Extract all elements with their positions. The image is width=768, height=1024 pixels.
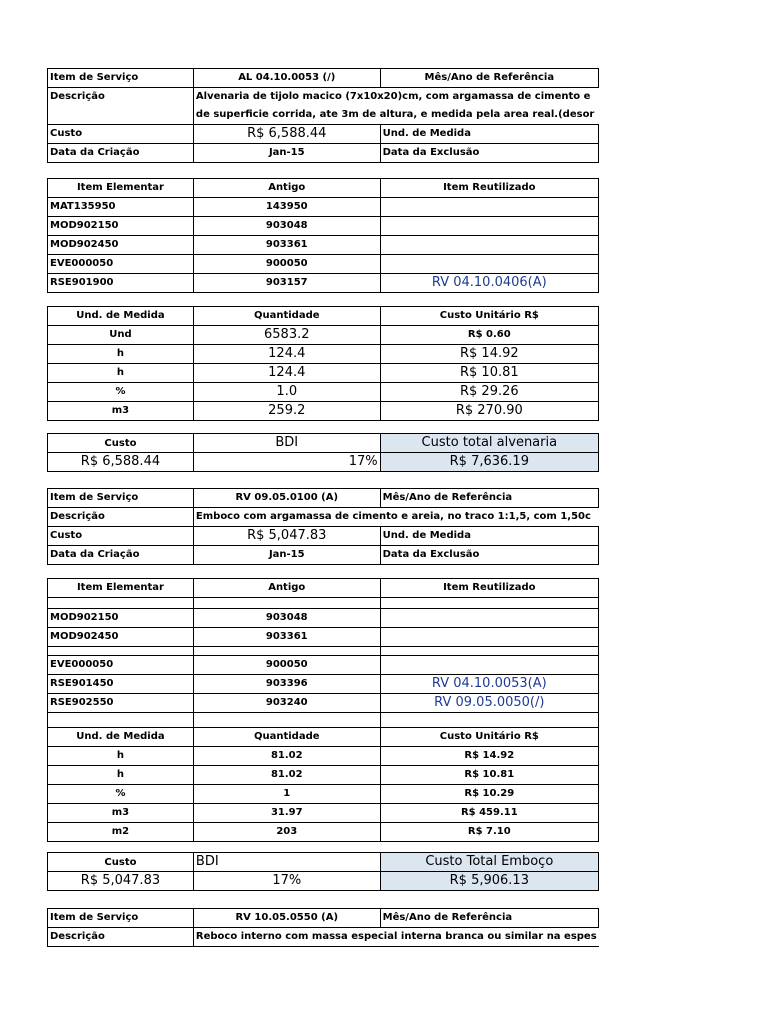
item-code: EVE000050	[48, 255, 194, 274]
table-row	[48, 675, 599, 694]
service-item-code: RV 09.05.0100 (A)	[193, 489, 380, 508]
item-header: Item Elementar	[48, 179, 194, 198]
old-header: Antigo	[193, 179, 380, 198]
reference-month-label: Mês/Ano de Referência	[380, 69, 598, 88]
table-row	[48, 785, 599, 804]
table-row	[48, 217, 599, 236]
description-label: Descrição	[48, 928, 194, 947]
old-code: 903361	[193, 236, 380, 255]
unit-cell: h	[48, 766, 194, 785]
unit-cost-header: Custo Unitário R$	[380, 307, 598, 326]
unit-cost-header: Custo Unitário R$	[380, 728, 598, 747]
quantity-cell: 203	[193, 823, 380, 842]
table-row	[48, 766, 599, 785]
service-item-code: AL 04.10.0053 (/)	[193, 69, 380, 88]
old-code: 903048	[193, 217, 380, 236]
reused-item	[380, 217, 598, 236]
item-code: MOD902450	[48, 628, 194, 647]
old-code: 903240	[193, 694, 380, 713]
old-code: 903361	[193, 628, 380, 647]
reused-item	[380, 609, 598, 628]
summary-cost-value: R$ 6,588.44	[48, 453, 194, 472]
quantity-cell: 259.2	[193, 402, 380, 421]
quantity-cell: 1.0	[193, 383, 380, 402]
unit-cost-cell: R$ 0.60	[380, 326, 598, 345]
reference-month-label: Mês/Ano de Referência	[380, 489, 598, 508]
bdi-value: 17%	[193, 453, 380, 472]
unit-label: Und. de Medida	[380, 527, 598, 546]
quantity-cell: 31.97	[193, 804, 380, 823]
unit-cost-cell: R$ 14.92	[380, 345, 598, 364]
service-info-table-3	[47, 908, 599, 947]
unit-cell: %	[48, 383, 194, 402]
total-cost-label: Custo Total Emboço	[380, 853, 598, 872]
reused-header: Item Reutilizado	[380, 179, 598, 198]
unit-label: Und. de Medida	[380, 125, 598, 144]
table-row	[48, 823, 599, 842]
summary-cost-label: Custo	[48, 853, 194, 872]
service-item-label: Item de Serviço	[48, 909, 194, 928]
old-code: 903048	[193, 609, 380, 628]
old-code: 903157	[193, 274, 380, 293]
quantity-header: Quantidade	[193, 728, 380, 747]
unit-cell: h	[48, 364, 194, 383]
old-code: 903396	[193, 675, 380, 694]
table-row	[48, 198, 599, 217]
table-row	[48, 747, 599, 766]
unit-cell: h	[48, 345, 194, 364]
table-row	[48, 383, 599, 402]
description-label: Descrição	[48, 508, 194, 527]
item-code: MOD902150	[48, 609, 194, 628]
table-row	[48, 326, 599, 345]
quantity-cell: 81.02	[193, 747, 380, 766]
unit-header: Und. de Medida	[48, 728, 194, 747]
item-code: MOD902450	[48, 236, 194, 255]
service-item-code: RV 10.05.0550 (A)	[193, 909, 380, 928]
elementary-items-table-2	[47, 578, 599, 842]
reused-item	[380, 628, 598, 647]
quantities-table-1	[47, 306, 599, 421]
unit-cell: m3	[48, 402, 194, 421]
quantity-cell: 6583.2	[193, 326, 380, 345]
reused-header: Item Reutilizado	[380, 579, 598, 598]
unit-cell: %	[48, 785, 194, 804]
unit-cell: m2	[48, 823, 194, 842]
service-info-table-1	[47, 68, 599, 163]
item-code: MOD902150	[48, 217, 194, 236]
unit-cell: h	[48, 747, 194, 766]
reused-item	[380, 198, 598, 217]
cost-value: R$ 6,588.44	[193, 125, 380, 144]
service-item-label: Item de Serviço	[48, 69, 194, 88]
reused-item: RV 09.05.0050(/)	[380, 694, 598, 713]
description-line-1: Alvenaria de tijolo macico (7x10x20)cm, com argamassa de cimento e	[193, 88, 598, 107]
summary-cost-label: Custo	[48, 434, 194, 453]
table-row-spacer	[48, 647, 599, 656]
service-item-label: Item de Serviço	[48, 489, 194, 508]
exclusion-date-label: Data da Exclusão	[380, 144, 598, 163]
unit-cost-cell: R$ 7.10	[380, 823, 598, 842]
old-code: 900050	[193, 656, 380, 675]
creation-date-value: Jan-15	[193, 144, 380, 163]
item-code: RSE901900	[48, 274, 194, 293]
item-header: Item Elementar	[48, 579, 194, 598]
reference-month-label: Mês/Ano de Referência	[380, 909, 598, 928]
quantity-cell: 81.02	[193, 766, 380, 785]
summary-cost-value: R$ 5,047.83	[48, 872, 194, 891]
quantity-cell: 1	[193, 785, 380, 804]
quantity-header: Quantidade	[193, 307, 380, 326]
reused-item	[380, 255, 598, 274]
bdi-value: 17%	[193, 872, 380, 891]
table-row	[48, 274, 599, 293]
summary-table-1	[47, 433, 599, 472]
total-cost-label: Custo total alvenaria	[380, 434, 598, 453]
cost-label: Custo	[48, 527, 194, 546]
table-row	[48, 402, 599, 421]
item-code: RSE902550	[48, 694, 194, 713]
creation-date-label: Data da Criação	[48, 144, 194, 163]
unit-cell: m3	[48, 804, 194, 823]
reused-item	[380, 236, 598, 255]
summary-table-2	[47, 852, 599, 891]
item-code: EVE000050	[48, 656, 194, 675]
creation-date-label: Data da Criação	[48, 546, 194, 565]
unit-cost-cell: R$ 10.29	[380, 785, 598, 804]
unit-cost-cell: R$ 10.81	[380, 364, 598, 383]
unit-cost-cell: R$ 14.92	[380, 747, 598, 766]
cost-value: R$ 5,047.83	[193, 527, 380, 546]
reused-item: RV 04.10.0053(A)	[380, 675, 598, 694]
unit-cost-cell: R$ 459.11	[380, 804, 598, 823]
description-line-1: Reboco interno com massa especial interna branca ou similar na espes	[193, 928, 598, 947]
bdi-label: BDI	[193, 434, 380, 453]
description-label-spacer	[48, 106, 194, 125]
total-cost-value: R$ 7,636.19	[380, 453, 598, 472]
old-header: Antigo	[193, 579, 380, 598]
table-row	[48, 628, 599, 647]
unit-cell: Und	[48, 326, 194, 345]
unit-cost-cell: R$ 270.90	[380, 402, 598, 421]
creation-date-value: Jan-15	[193, 546, 380, 565]
old-code: 900050	[193, 255, 380, 274]
service-info-table-2	[47, 488, 599, 565]
table-row	[48, 694, 599, 713]
bdi-label: BDI	[193, 853, 380, 872]
unit-header: Und. de Medida	[48, 307, 194, 326]
description-line-1: Emboco com argamassa de cimento e areia, no traco 1:1,5, com 1,50c	[193, 508, 598, 527]
table-row	[48, 609, 599, 628]
unit-cost-cell: R$ 10.81	[380, 766, 598, 785]
reused-item: RV 04.10.0406(A)	[380, 274, 598, 293]
table-row	[48, 804, 599, 823]
table-row	[48, 345, 599, 364]
table-row	[48, 255, 599, 274]
table-row	[48, 656, 599, 675]
unit-cost-cell: R$ 29.26	[380, 383, 598, 402]
quantity-cell: 124.4	[193, 345, 380, 364]
table-row-spacer	[48, 598, 599, 609]
table-row-spacer	[48, 713, 599, 728]
item-code: MAT135950	[48, 198, 194, 217]
elementary-items-table-1	[47, 178, 599, 293]
description-line-2: de superficie corrida, ate 3m de altura, e medida pela area real.(desor	[193, 106, 598, 125]
exclusion-date-label: Data da Exclusão	[380, 546, 598, 565]
old-code: 143950	[193, 198, 380, 217]
reused-item	[380, 656, 598, 675]
quantity-cell: 124.4	[193, 364, 380, 383]
cost-label: Custo	[48, 125, 194, 144]
description-label: Descrição	[48, 88, 194, 107]
table-row	[48, 364, 599, 383]
total-cost-value: R$ 5,906.13	[380, 872, 598, 891]
table-row	[48, 236, 599, 255]
item-code: RSE901450	[48, 675, 194, 694]
